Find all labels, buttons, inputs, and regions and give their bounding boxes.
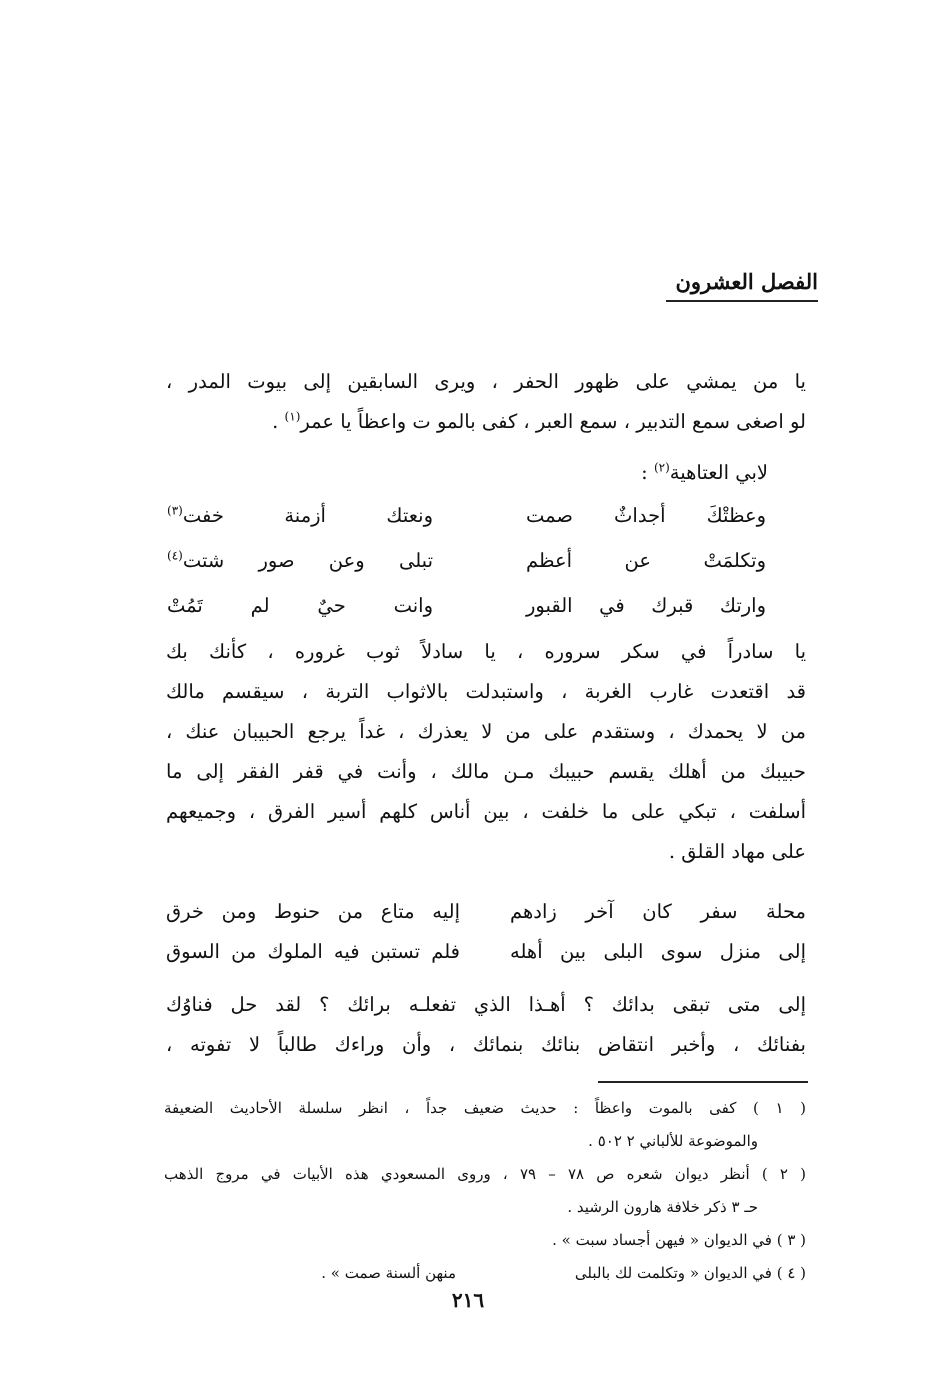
text-line <box>166 402 806 442</box>
footnotes <box>164 1092 806 1290</box>
text-line: حبيبك من أهلك يقسم حبيبك مـن مالك ، وأنت في قفر الفقر إلى ما <box>166 760 806 783</box>
poem-intro <box>641 453 768 493</box>
text-line: أسلفت ، تبكي على ما خلفت ، بين أناس كلهم أسير الفرق ، وجميعهم <box>166 800 806 823</box>
verse-row <box>166 583 766 628</box>
text-line: من لا يحمدك ، وستقدم على من لا يعذرك ، غداً يرجع الحبيبان عنك ، <box>166 720 806 743</box>
text-line: يا سادراً في سكر سروره ، يا سادلاً ثوب غروره ، كأنك بك <box>166 640 806 663</box>
hemistich: وتكلمَتْ عن أعظم <box>526 549 766 572</box>
text-line: قد اقتعدت غارب الغربة ، واستبدلت بالاثواب التربة ، سيقسم مالك <box>166 680 806 703</box>
paragraph-2 <box>166 632 806 872</box>
footnote-1-cont: والموضوعة للألباني ٢ ٥٠٢ . <box>588 1132 758 1150</box>
hemistich: فلم تستبن فيه الملوك من السوق <box>166 940 460 963</box>
paragraph-1 <box>166 362 806 442</box>
text-line: . <box>272 410 285 433</box>
footnote-4 <box>164 1257 806 1290</box>
text-line: بفنائك ، وأخبر انتقاض بنائك بنمائك ، وأن وراءك طالباً لا تفوته ، <box>166 1033 806 1056</box>
footnote-3: ( ٣ ) في الديوان « فيهن أجساد سبت » . <box>552 1231 806 1249</box>
text-line: على مهاد القلق . <box>668 840 806 863</box>
footnote-ref: (١) <box>284 409 301 424</box>
hemistich: محلة سفر كان آخر زادهم <box>510 900 806 923</box>
verse-row <box>166 538 766 583</box>
text-line: لو اصغى سمع التدبير ، سمع العبر ، كفى بالمو ت واعظاً يا عمر <box>300 410 806 433</box>
verse-row <box>166 493 766 538</box>
hemistich: وارتك قبرك في القبور <box>526 594 766 617</box>
chapter-title-underline <box>666 300 818 302</box>
hemistich <box>167 538 433 583</box>
footnote-separator <box>598 1081 808 1083</box>
verse-block <box>166 892 806 972</box>
text-line: إلى متى تبقى بدائك ؟ أهـذا الذي تفعلـه برائك ؟ لقد حل فناوُك <box>166 993 806 1016</box>
text-line: يا من يمشي على ظهور الحفر ، ويرى السابقين إلى بيوت المدر ، <box>166 370 806 393</box>
page-number: ٢١٦ <box>451 1288 485 1312</box>
poem <box>166 493 766 628</box>
footnote-2-cont: حـ ٣ ذكر خلافة هارون الرشيد . <box>567 1198 758 1216</box>
hemistich: وعظتْكَ أجداثٌ صمت <box>526 504 766 527</box>
hemistich <box>167 493 433 538</box>
hemistich-text: تبلى وعن صور شتت <box>182 549 433 572</box>
footnote-ref: (٤) <box>167 548 183 563</box>
hemistich: وانت حيٌ لم تَمُتْ <box>167 594 433 617</box>
verse-row <box>166 892 806 932</box>
footnote-1: ( ١ ) كفى بالموت واعظاً : حديث ضعيف جداً ، انظر سلسلة الأحاديث الضعيفة <box>164 1099 806 1117</box>
verse-row <box>166 932 806 972</box>
footnote-2: ( ٢ ) أنظر ديوان شعره ص ٧٨ – ٧٩ ، وروى المسعودي هذه الأبيات في مروج الذهب <box>164 1165 807 1183</box>
footnote-4-part1: ( ٤ ) في الديوان « وتكلمت لك بالبلى <box>574 1264 806 1282</box>
footnote-4-part2: منهن ألسنة صمت » . <box>321 1264 456 1282</box>
hemistich-text: ونعتك أزمنة خفت <box>182 504 433 527</box>
colon: : <box>641 461 654 484</box>
footnote-ref: (٢) <box>653 460 670 475</box>
footnote-ref: (٣) <box>167 503 183 518</box>
chapter-title: الفصل العشرون <box>675 269 818 294</box>
paragraph-3 <box>166 985 806 1065</box>
hemistich: إلى منزل سوى البلى بين أهله <box>510 940 806 963</box>
hemistich: إليه متاع من حنوط ومن خرق <box>166 900 460 923</box>
poet-name: لابي العتاهية <box>669 461 768 484</box>
